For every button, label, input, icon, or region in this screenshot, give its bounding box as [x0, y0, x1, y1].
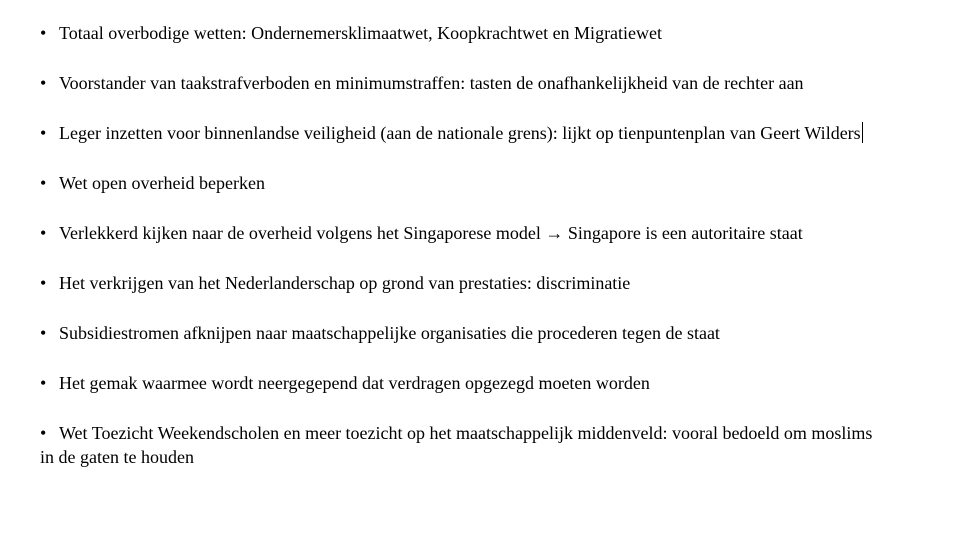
list-item-text: Leger inzetten voor binnenlandse veiligheid (aan de nationale grens): lijkt op tienpuntenplan van Geert Wilders [59, 123, 861, 143]
bullet-icon: • [40, 123, 47, 143]
bullet-icon: • [40, 73, 47, 93]
document-body[interactable] [40, 21, 880, 495]
list-item-text: Het gemak waarmee wordt neergegepend dat verdragen opgezegd moeten worden [59, 373, 650, 393]
bullet-icon: • [40, 23, 47, 43]
list-item[interactable] [40, 171, 880, 195]
bullet-icon: • [40, 373, 47, 393]
list-item[interactable] [40, 121, 880, 145]
list-item[interactable] [40, 21, 880, 45]
list-item[interactable] [40, 421, 880, 469]
list-item-text: Voorstander van taakstrafverboden en minimumstraffen: tasten de onafhankelijkheid van de rechter aan [59, 73, 804, 93]
bullet-icon: • [40, 273, 47, 293]
bullet-icon: • [40, 323, 47, 343]
list-item[interactable] [40, 371, 880, 395]
list-item-text: Verlekkerd kijken naar de overheid volgens het Singaporese model → Singapore is een autoritaire staat [59, 223, 803, 243]
list-item[interactable] [40, 71, 880, 95]
list-item-text: Wet Toezicht Weekendscholen en meer toezicht op het maatschappelijk middenveld: vooral bedoeld om moslims in de gaten te houden [40, 423, 873, 467]
list-item-text: Het verkrijgen van het Nederlanderschap op grond van prestaties: discriminatie [59, 273, 631, 293]
list-item[interactable] [40, 221, 880, 245]
list-item[interactable] [40, 271, 880, 295]
list-item[interactable] [40, 321, 880, 345]
list-item-text: Subsidiestromen afknijpen naar maatschappelijke organisaties die procederen tegen de staat [59, 323, 720, 343]
list-item-text: Totaal overbodige wetten: Ondernemersklimaatwet, Koopkrachtwet en Migratiewet [59, 23, 663, 43]
text-cursor [862, 122, 863, 143]
list-item-text: Wet open overheid beperken [59, 173, 265, 193]
bullet-icon: • [40, 173, 47, 193]
bullet-icon: • [40, 223, 47, 243]
bullet-icon: • [40, 423, 47, 443]
